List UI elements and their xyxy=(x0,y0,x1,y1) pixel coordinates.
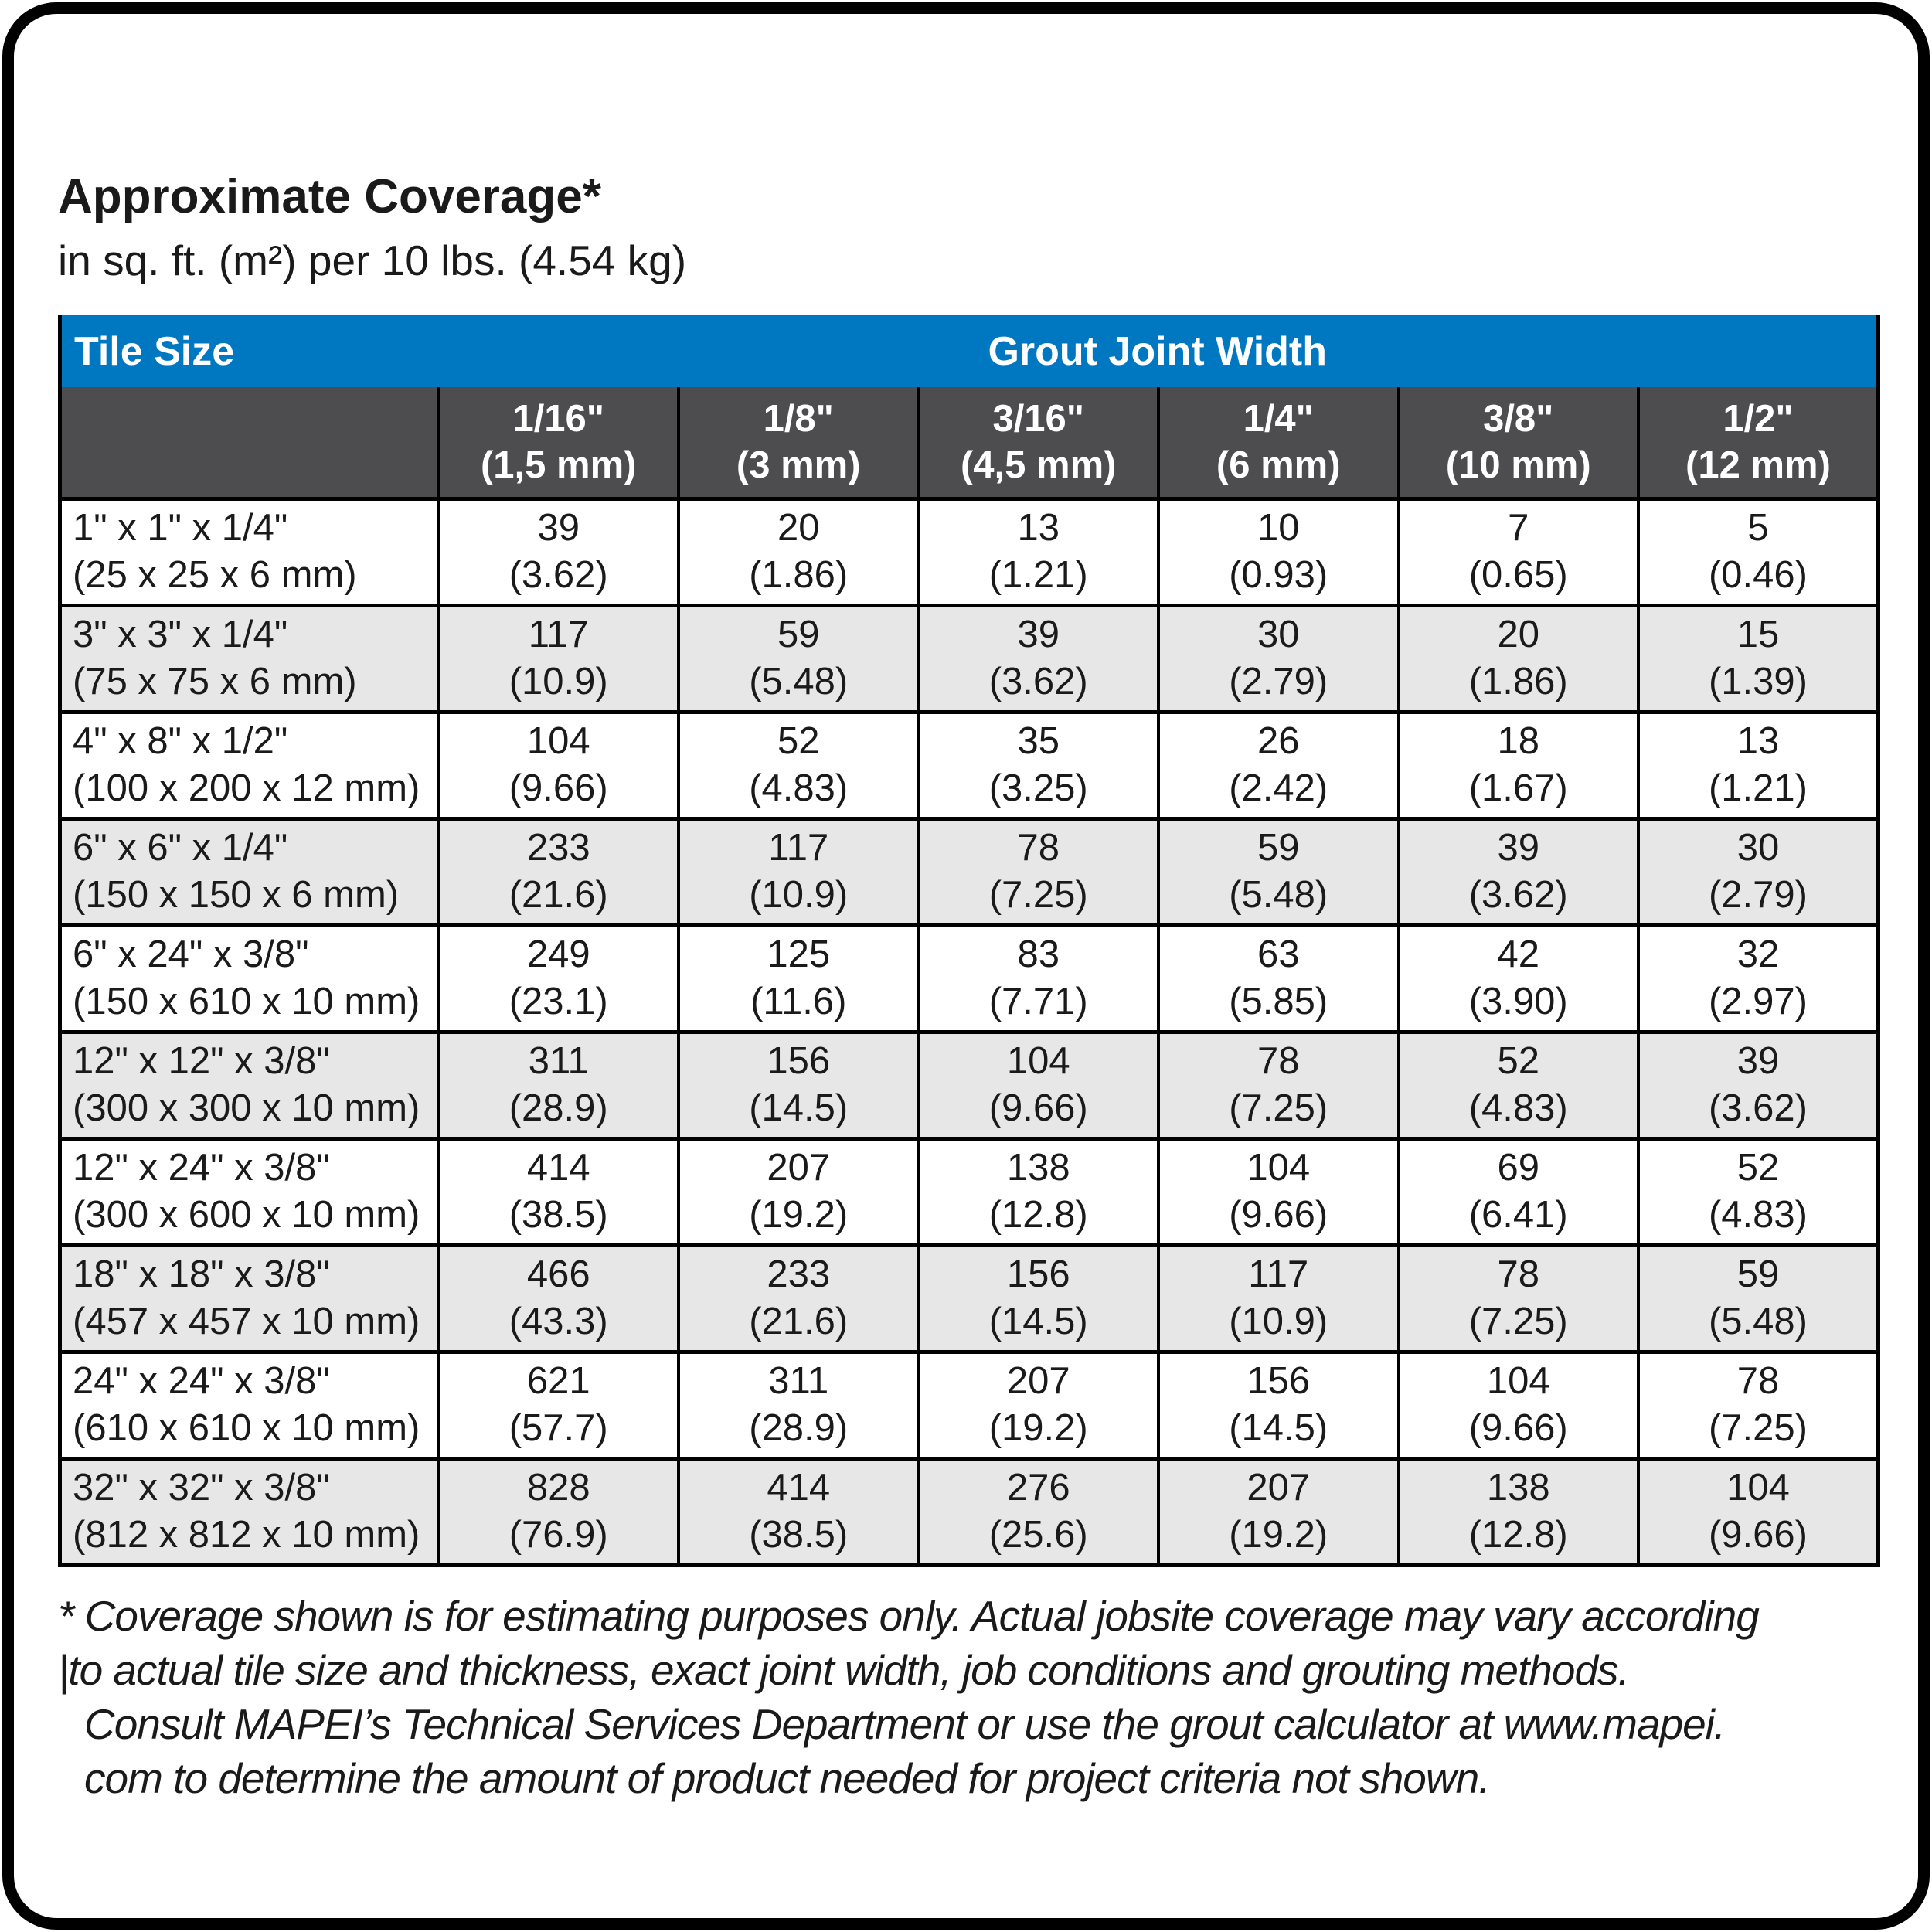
coverage-m2: (7.25) xyxy=(988,874,1088,916)
coverage-sqft: 13 xyxy=(1736,720,1780,762)
coverage-m2: (3.62) xyxy=(1708,1087,1808,1129)
table-row xyxy=(60,1458,1879,1565)
tile-size-header: Tile Size xyxy=(60,315,439,387)
coverage-m2: (5.48) xyxy=(1229,874,1328,916)
coverage-m2: (5.48) xyxy=(1708,1301,1808,1342)
grout-width-column-header xyxy=(1158,387,1399,498)
coverage-value-cell xyxy=(1158,1458,1399,1565)
coverage-value-cell xyxy=(439,1032,679,1138)
column-width-label: 1/16" xyxy=(512,397,605,440)
coverage-value-cell xyxy=(679,1138,919,1245)
coverage-value-cell xyxy=(439,925,679,1032)
coverage-sqft: 39 xyxy=(1017,614,1060,655)
tile-size-imperial: 6" x 6" x 1/4" xyxy=(73,827,288,869)
tile-size-imperial: 1" x 1" x 1/4" xyxy=(73,507,288,549)
coverage-value-cell xyxy=(439,712,679,818)
coverage-value-cell xyxy=(439,1138,679,1245)
coverage-sqft: 311 xyxy=(528,1040,589,1082)
coverage-value-cell xyxy=(1399,1032,1639,1138)
coverage-sqft: 13 xyxy=(1017,507,1060,549)
coverage-sqft: 233 xyxy=(526,827,590,869)
coverage-m2: (5.85) xyxy=(1229,981,1328,1022)
tile-size-cell xyxy=(60,1458,439,1565)
tile-size-cell xyxy=(60,818,439,925)
coverage-value-cell xyxy=(1638,1032,1879,1138)
coverage-value-cell xyxy=(1158,1138,1399,1245)
coverage-sqft: 35 xyxy=(1017,720,1060,762)
coverage-m2: (2.42) xyxy=(1229,767,1328,809)
coverage-m2: (3.90) xyxy=(1468,981,1568,1022)
coverage-m2: (1.67) xyxy=(1468,767,1568,809)
coverage-m2: (19.2) xyxy=(749,1194,849,1236)
grout-width-column-header xyxy=(679,387,919,498)
subheader-empty-cell xyxy=(60,387,439,498)
coverage-m2: (1.21) xyxy=(988,554,1088,596)
coverage-m2: (21.6) xyxy=(509,874,608,916)
coverage-m2: (9.66) xyxy=(509,767,608,809)
coverage-sqft: 117 xyxy=(768,827,829,869)
coverage-m2: (14.5) xyxy=(988,1301,1088,1342)
column-header-row xyxy=(60,387,1879,498)
coverage-m2: (3.62) xyxy=(509,554,608,596)
coverage-m2: (7.71) xyxy=(988,981,1088,1022)
coverage-value-cell xyxy=(679,1245,919,1352)
column-width-label: 1/4" xyxy=(1243,397,1314,440)
grout-joint-width-header: Grout Joint Width xyxy=(439,315,1879,387)
coverage-m2: (1.86) xyxy=(749,554,849,596)
footnote xyxy=(58,1589,1913,1805)
tile-size-cell xyxy=(60,1032,439,1138)
column-width-metric: (1,5 mm) xyxy=(480,444,637,486)
coverage-m2: (12.8) xyxy=(988,1194,1088,1236)
tile-size-cell xyxy=(60,1352,439,1458)
coverage-m2: (76.9) xyxy=(509,1514,608,1556)
coverage-value-cell xyxy=(1399,1138,1639,1245)
coverage-m2: (25.6) xyxy=(988,1514,1088,1556)
tile-size-metric: (457 x 457 x 10 mm) xyxy=(73,1301,420,1342)
coverage-m2: (12.8) xyxy=(1468,1514,1568,1556)
coverage-value-cell xyxy=(1638,1458,1879,1565)
coverage-sqft: 414 xyxy=(767,1467,831,1509)
coverage-sqft: 52 xyxy=(1736,1147,1780,1189)
footnote-line: Consult MAPEI’s Technical Services Department or use the grout calculator at www.mapei. xyxy=(84,1700,1726,1748)
coverage-sqft: 249 xyxy=(526,934,590,975)
coverage-m2: (14.5) xyxy=(1229,1407,1328,1449)
coverage-sqft: 207 xyxy=(1247,1467,1311,1509)
coverage-sqft: 78 xyxy=(1017,827,1060,869)
coverage-sqft: 78 xyxy=(1497,1253,1539,1295)
coverage-value-cell xyxy=(1399,1458,1639,1565)
coverage-sqft: 30 xyxy=(1736,827,1780,869)
coverage-value-cell xyxy=(1158,605,1399,712)
coverage-sqft: 828 xyxy=(526,1467,590,1509)
coverage-m2: (3.62) xyxy=(988,661,1088,702)
coverage-value-cell xyxy=(439,1245,679,1352)
coverage-value-cell xyxy=(1638,712,1879,818)
coverage-value-cell xyxy=(1638,1245,1879,1352)
table-row xyxy=(60,1352,1879,1458)
coverage-m2: (19.2) xyxy=(988,1407,1088,1449)
grout-width-column-header xyxy=(1399,387,1639,498)
coverage-sqft: 104 xyxy=(1726,1467,1790,1509)
table-row xyxy=(60,818,1879,925)
coverage-value-cell xyxy=(919,605,1159,712)
coverage-sqft: 414 xyxy=(526,1147,590,1189)
coverage-value-cell xyxy=(1399,605,1639,712)
coverage-sqft: 59 xyxy=(777,614,820,655)
tile-size-metric: (25 x 25 x 6 mm) xyxy=(73,554,357,596)
tile-size-imperial: 24" x 24" x 3/8" xyxy=(73,1360,330,1402)
coverage-sqft: 5 xyxy=(1747,507,1769,549)
coverage-m2: (9.66) xyxy=(1708,1514,1808,1556)
tile-size-cell xyxy=(60,1245,439,1352)
column-width-label: 1/8" xyxy=(763,397,834,440)
coverage-sqft: 104 xyxy=(1006,1040,1070,1082)
coverage-value-cell xyxy=(1158,1032,1399,1138)
coverage-value-cell xyxy=(919,1245,1159,1352)
table-row xyxy=(60,1032,1879,1138)
coverage-m2: (9.66) xyxy=(1229,1194,1328,1236)
coverage-m2: (28.9) xyxy=(509,1087,608,1129)
coverage-m2: (3.25) xyxy=(988,767,1088,809)
coverage-value-cell xyxy=(1638,1138,1879,1245)
coverage-m2: (7.25) xyxy=(1468,1301,1568,1342)
coverage-sqft: 52 xyxy=(777,720,820,762)
coverage-m2: (7.25) xyxy=(1708,1407,1808,1449)
table-row xyxy=(60,925,1879,1032)
coverage-m2: (21.6) xyxy=(749,1301,849,1342)
coverage-m2: (23.1) xyxy=(509,981,608,1022)
coverage-sqft: 104 xyxy=(1247,1147,1311,1189)
coverage-sqft: 42 xyxy=(1497,934,1539,975)
table-body xyxy=(60,498,1879,1565)
coverage-m2: (38.5) xyxy=(749,1514,849,1556)
coverage-value-cell xyxy=(1399,1352,1639,1458)
coverage-sqft: 621 xyxy=(526,1360,590,1402)
coverage-m2: (1.21) xyxy=(1708,767,1808,809)
coverage-value-cell xyxy=(1158,818,1399,925)
coverage-m2: (1.39) xyxy=(1708,661,1808,702)
coverage-value-cell xyxy=(1399,498,1639,605)
coverage-sqft: 466 xyxy=(526,1253,590,1295)
coverage-value-cell xyxy=(679,1032,919,1138)
coverage-m2: (0.65) xyxy=(1468,554,1568,596)
coverage-value-cell xyxy=(1158,1352,1399,1458)
coverage-m2: (6.41) xyxy=(1468,1194,1568,1236)
coverage-sqft: 138 xyxy=(1006,1147,1070,1189)
coverage-sqft: 18 xyxy=(1497,720,1539,762)
coverage-sqft: 15 xyxy=(1736,614,1780,655)
coverage-m2: (5.48) xyxy=(749,661,849,702)
coverage-sqft: 20 xyxy=(1497,614,1539,655)
coverage-value-cell xyxy=(1399,1245,1639,1352)
coverage-m2: (38.5) xyxy=(509,1194,608,1236)
coverage-value-cell xyxy=(679,712,919,818)
coverage-m2: (19.2) xyxy=(1229,1514,1328,1556)
tile-size-metric: (812 x 812 x 10 mm) xyxy=(73,1514,420,1556)
coverage-m2: (4.83) xyxy=(1708,1194,1808,1236)
coverage-value-cell xyxy=(679,818,919,925)
tile-size-imperial: 32" x 32" x 3/8" xyxy=(73,1467,330,1509)
coverage-sqft: 156 xyxy=(767,1040,831,1082)
coverage-value-cell xyxy=(1158,925,1399,1032)
coverage-m2: (14.5) xyxy=(749,1087,849,1129)
tile-size-metric: (610 x 610 x 10 mm) xyxy=(73,1407,420,1449)
page-subtitle: in sq. ft. (m²) per 10 lbs. (4.54 kg) xyxy=(58,236,687,284)
coverage-sqft: 39 xyxy=(1497,827,1539,869)
column-width-metric: (4,5 mm) xyxy=(960,444,1117,486)
coverage-m2: (28.9) xyxy=(749,1407,849,1449)
tile-size-imperial: 12" x 24" x 3/8" xyxy=(73,1147,330,1189)
coverage-sqft: 59 xyxy=(1257,827,1300,869)
coverage-sqft: 207 xyxy=(1006,1360,1070,1402)
coverage-sqft: 104 xyxy=(526,720,590,762)
tile-size-metric: (300 x 600 x 10 mm) xyxy=(73,1194,420,1236)
coverage-value-cell xyxy=(439,1352,679,1458)
coverage-m2: (4.83) xyxy=(1468,1087,1568,1129)
coverage-value-cell xyxy=(1399,818,1639,925)
coverage-value-cell xyxy=(1638,498,1879,605)
coverage-sqft: 156 xyxy=(1006,1253,1070,1295)
column-width-metric: (12 mm) xyxy=(1685,444,1831,486)
coverage-sqft: 233 xyxy=(767,1253,831,1295)
coverage-m2: (10.9) xyxy=(509,661,608,702)
coverage-sqft: 63 xyxy=(1257,934,1300,975)
coverage-sqft: 10 xyxy=(1257,507,1300,549)
coverage-m2: (2.79) xyxy=(1708,874,1808,916)
column-width-label: 3/16" xyxy=(992,397,1085,440)
coverage-table xyxy=(58,315,1880,1567)
coverage-sqft: 30 xyxy=(1257,614,1300,655)
coverage-value-cell xyxy=(1638,925,1879,1032)
coverage-value-cell xyxy=(919,1032,1159,1138)
coverage-sqft: 78 xyxy=(1736,1360,1780,1402)
column-width-label: 1/2" xyxy=(1723,397,1794,440)
coverage-sqft: 32 xyxy=(1736,934,1780,975)
tile-size-imperial: 3" x 3" x 1/4" xyxy=(73,614,288,655)
coverage-sqft: 59 xyxy=(1736,1253,1780,1295)
coverage-sqft: 311 xyxy=(768,1360,829,1402)
tile-size-imperial: 6" x 24" x 3/8" xyxy=(73,934,309,975)
group-header-row xyxy=(60,315,1879,387)
coverage-m2: (2.97) xyxy=(1708,981,1808,1022)
coverage-value-cell xyxy=(919,925,1159,1032)
footnote-line: * Coverage shown is for estimating purposes only. Actual jobsite coverage may vary according xyxy=(58,1592,1759,1640)
coverage-m2: (11.6) xyxy=(750,981,847,1022)
coverage-sqft: 7 xyxy=(1508,507,1529,549)
coverage-sqft: 207 xyxy=(767,1147,831,1189)
table-row xyxy=(60,1245,1879,1352)
coverage-sqft: 156 xyxy=(1247,1360,1311,1402)
coverage-value-cell xyxy=(439,605,679,712)
coverage-sqft: 26 xyxy=(1257,720,1300,762)
coverage-value-cell xyxy=(1638,818,1879,925)
coverage-m2: (2.79) xyxy=(1229,661,1328,702)
column-width-label: 3/8" xyxy=(1483,397,1554,440)
coverage-sqft: 138 xyxy=(1486,1467,1550,1509)
tile-size-cell xyxy=(60,712,439,818)
coverage-value-cell xyxy=(919,1352,1159,1458)
coverage-value-cell xyxy=(439,498,679,605)
coverage-m2: (10.9) xyxy=(749,874,849,916)
coverage-sqft: 20 xyxy=(777,507,820,549)
tile-size-imperial: 12" x 12" x 3/8" xyxy=(73,1040,330,1082)
column-width-metric: (3 mm) xyxy=(736,444,861,486)
coverage-value-cell xyxy=(439,1458,679,1565)
coverage-sqft: 39 xyxy=(537,507,580,549)
coverage-sqft: 69 xyxy=(1497,1147,1539,1189)
tile-size-cell xyxy=(60,605,439,712)
column-width-metric: (6 mm) xyxy=(1216,444,1341,486)
coverage-value-cell xyxy=(439,818,679,925)
tile-size-metric: (100 x 200 x 12 mm) xyxy=(73,767,420,809)
tile-size-cell xyxy=(60,498,439,605)
coverage-value-cell xyxy=(1158,712,1399,818)
coverage-value-cell xyxy=(1399,712,1639,818)
coverage-m2: (0.46) xyxy=(1708,554,1808,596)
coverage-value-cell xyxy=(679,1352,919,1458)
tile-size-imperial: 4" x 8" x 1/2" xyxy=(73,720,288,762)
table-row xyxy=(60,605,1879,712)
tile-size-metric: (300 x 300 x 10 mm) xyxy=(73,1087,420,1129)
coverage-value-cell xyxy=(679,605,919,712)
page-title: Approximate Coverage* xyxy=(58,170,601,223)
coverage-value-cell xyxy=(919,1458,1159,1565)
coverage-sqft: 39 xyxy=(1736,1040,1780,1082)
column-width-metric: (10 mm) xyxy=(1445,444,1591,486)
coverage-m2: (7.25) xyxy=(1229,1087,1328,1129)
coverage-value-cell xyxy=(1399,925,1639,1032)
coverage-value-cell xyxy=(1638,605,1879,712)
coverage-m2: (9.66) xyxy=(988,1087,1088,1129)
grout-width-column-header xyxy=(919,387,1159,498)
coverage-m2: (10.9) xyxy=(1229,1301,1328,1342)
coverage-value-cell xyxy=(679,1458,919,1565)
tile-size-metric: (150 x 610 x 10 mm) xyxy=(73,981,420,1022)
coverage-m2: (3.62) xyxy=(1468,874,1568,916)
coverage-sqft: 83 xyxy=(1017,934,1060,975)
coverage-value-cell xyxy=(919,498,1159,605)
coverage-sqft: 117 xyxy=(1248,1253,1309,1295)
coverage-m2: (4.83) xyxy=(749,767,849,809)
coverage-sqft: 78 xyxy=(1257,1040,1300,1082)
coverage-value-cell xyxy=(679,925,919,1032)
tile-size-metric: (150 x 150 x 6 mm) xyxy=(73,874,400,916)
coverage-sqft: 52 xyxy=(1497,1040,1539,1082)
table-row xyxy=(60,712,1879,818)
footnote-line: |to actual tile size and thickness, exact joint width, job conditions and grouting methods. xyxy=(58,1646,1629,1694)
footnote-line: com to determine the amount of product needed for project criteria not shown. xyxy=(84,1754,1490,1802)
grout-width-column-header xyxy=(439,387,679,498)
coverage-m2: (43.3) xyxy=(509,1301,608,1342)
coverage-sqft: 104 xyxy=(1486,1360,1550,1402)
grout-width-column-header xyxy=(1638,387,1879,498)
coverage-value-cell xyxy=(919,1138,1159,1245)
coverage-value-cell xyxy=(679,498,919,605)
table-row xyxy=(60,498,1879,605)
coverage-value-cell xyxy=(1638,1352,1879,1458)
coverage-value-cell xyxy=(919,818,1159,925)
tile-size-cell xyxy=(60,925,439,1032)
coverage-value-cell xyxy=(1158,498,1399,605)
coverage-m2: (1.86) xyxy=(1468,661,1568,702)
table-row xyxy=(60,1138,1879,1245)
coverage-sqft: 125 xyxy=(767,934,831,975)
coverage-sqft: 276 xyxy=(1006,1467,1070,1509)
coverage-m2: (0.93) xyxy=(1229,554,1328,596)
coverage-value-cell xyxy=(919,712,1159,818)
tile-size-imperial: 18" x 18" x 3/8" xyxy=(73,1253,330,1295)
table-header xyxy=(60,315,1879,498)
coverage-sqft: 117 xyxy=(528,614,589,655)
coverage-m2: (9.66) xyxy=(1468,1407,1568,1449)
tile-size-metric: (75 x 75 x 6 mm) xyxy=(73,661,357,702)
coverage-m2: (57.7) xyxy=(509,1407,608,1449)
coverage-value-cell xyxy=(1158,1245,1399,1352)
tile-size-cell xyxy=(60,1138,439,1245)
